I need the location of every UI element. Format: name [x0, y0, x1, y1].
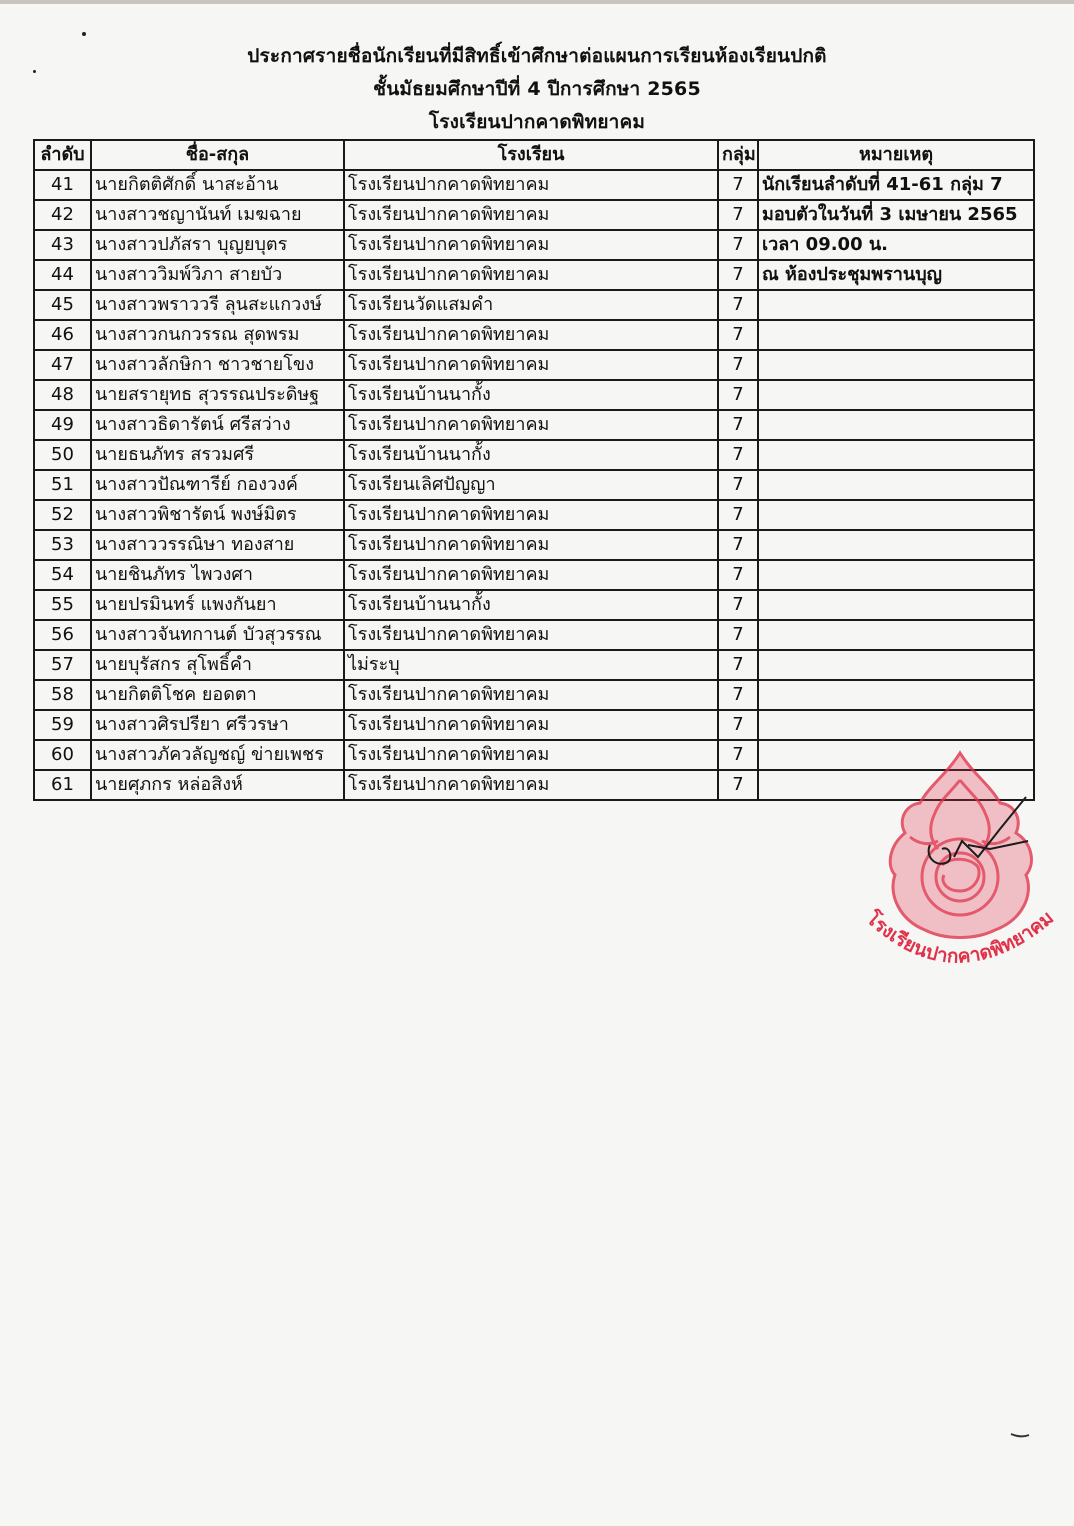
- row-number: 44: [34, 260, 91, 290]
- column-header-school: โรงเรียน: [344, 140, 718, 170]
- row-school: โรงเรียนบ้านนากั้ง: [344, 590, 718, 620]
- row-group: 7: [718, 500, 758, 530]
- row-group: 7: [718, 320, 758, 350]
- table-row: [34, 440, 1034, 470]
- announcement-school: โรงเรียนปากคาดพิทยาคม: [428, 111, 646, 133]
- row-student-name: นายบุรัสกร สุโพธิ์คำ: [91, 650, 344, 680]
- row-student-name: นางสาวภัควลัญชญ์ ข่ายเพชร: [91, 740, 344, 770]
- row-note: [758, 530, 1034, 560]
- row-number: 57: [34, 650, 91, 680]
- row-group: 7: [718, 440, 758, 470]
- row-student-name: นางสาวพราววรี ลุนสะแกวงษ์: [91, 290, 344, 320]
- row-number: 61: [34, 770, 91, 800]
- table-row: [34, 650, 1034, 680]
- row-school: โรงเรียนปากคาดพิทยาคม: [344, 680, 718, 710]
- row-student-name: นายศุภกร หล่อสิงห์: [91, 770, 344, 800]
- row-number: 46: [34, 320, 91, 350]
- row-group: 7: [718, 380, 758, 410]
- row-number: 54: [34, 560, 91, 590]
- announcement-grade-year: ชั้นมัธยมศึกษาปีที่ 4 ปีการศึกษา 2565: [373, 78, 701, 100]
- row-school: โรงเรียนปากคาดพิทยาคม: [344, 560, 718, 590]
- column-header-name: ชื่อ-สกุล: [91, 140, 344, 170]
- row-student-name: นางสาวลักษิกา ชาวชายโขง: [91, 350, 344, 380]
- row-number: 58: [34, 680, 91, 710]
- stamp-school-name: โรงเรียนปากคาดพิทยาคม: [861, 906, 1058, 968]
- row-school: โรงเรียนปากคาดพิทยาคม: [344, 260, 718, 290]
- row-number: 52: [34, 500, 91, 530]
- row-note: [758, 560, 1034, 590]
- row-note: นักเรียนลำดับที่ 41-61 กลุ่ม 7: [758, 170, 1034, 200]
- table-row: [34, 680, 1034, 710]
- table-row: [34, 230, 1034, 260]
- row-number: 48: [34, 380, 91, 410]
- table-row: [34, 620, 1034, 650]
- row-number: 59: [34, 710, 91, 740]
- table-row: [34, 530, 1034, 560]
- row-note: [758, 440, 1034, 470]
- row-student-name: นางสาวชญานันท์ เมฆฉาย: [91, 200, 344, 230]
- row-school: โรงเรียนปากคาดพิทยาคม: [344, 320, 718, 350]
- row-note: [758, 290, 1034, 320]
- row-school: โรงเรียนปากคาดพิทยาคม: [344, 620, 718, 650]
- row-school: ไม่ระบุ: [344, 650, 718, 680]
- row-group: 7: [718, 200, 758, 230]
- row-group: 7: [718, 260, 758, 290]
- row-student-name: นางสาววรรณิษา ทองสาย: [91, 530, 344, 560]
- row-student-name: นางสาวธิดารัตน์ ศรีสว่าง: [91, 410, 344, 440]
- row-group: 7: [718, 230, 758, 260]
- row-note: [758, 410, 1034, 440]
- student-list-table: [33, 139, 1035, 801]
- row-school: โรงเรียนวัดแสมคำ: [344, 290, 718, 320]
- school-seal-stamp: [850, 745, 1070, 995]
- row-student-name: นางสาวพิชารัตน์ พงษ์มิตร: [91, 500, 344, 530]
- row-student-name: นายกิตติโชค ยอดตา: [91, 680, 344, 710]
- row-school: โรงเรียนบ้านนากั้ง: [344, 440, 718, 470]
- row-student-name: นางสาวศิรปรียา ศรีวรษา: [91, 710, 344, 740]
- table-row: [34, 500, 1034, 530]
- row-note: [758, 470, 1034, 500]
- row-number: 55: [34, 590, 91, 620]
- row-number: 56: [34, 620, 91, 650]
- table-row: [34, 590, 1034, 620]
- row-group: 7: [718, 530, 758, 560]
- row-note: [758, 380, 1034, 410]
- row-school: โรงเรียนปากคาดพิทยาคม: [344, 710, 718, 740]
- row-school: โรงเรียนปากคาดพิทยาคม: [344, 350, 718, 380]
- scan-mark: [1010, 1432, 1030, 1438]
- row-note: [758, 590, 1034, 620]
- row-group: 7: [718, 710, 758, 740]
- row-note: [758, 500, 1034, 530]
- row-group: 7: [718, 170, 758, 200]
- row-student-name: นายปรมินทร์ แพงกันยา: [91, 590, 344, 620]
- row-note: [758, 680, 1034, 710]
- row-group: 7: [718, 740, 758, 770]
- row-number: 53: [34, 530, 91, 560]
- row-note: [758, 320, 1034, 350]
- row-group: 7: [718, 770, 758, 800]
- table-row: [34, 200, 1034, 230]
- table-row: [34, 380, 1034, 410]
- row-group: 7: [718, 410, 758, 440]
- row-note: มอบตัวในวันที่ 3 เมษายน 2565: [758, 200, 1034, 230]
- row-group: 7: [718, 620, 758, 650]
- row-note: [758, 650, 1034, 680]
- row-school: โรงเรียนปากคาดพิทยาคม: [344, 230, 718, 260]
- row-group: 7: [718, 470, 758, 500]
- row-group: 7: [718, 560, 758, 590]
- row-note: [758, 350, 1034, 380]
- row-student-name: นายกิตติศักดิ์ นาสะอ้าน: [91, 170, 344, 200]
- table-row: [34, 290, 1034, 320]
- row-note: เวลา 09.00 น.: [758, 230, 1034, 260]
- row-group: 7: [718, 650, 758, 680]
- row-note: ณ ห้องประชุมพรานบุญ: [758, 260, 1034, 290]
- row-number: 50: [34, 440, 91, 470]
- row-student-name: นายชินภัทร ไพวงศา: [91, 560, 344, 590]
- row-school: โรงเรียนปากคาดพิทยาคม: [344, 530, 718, 560]
- row-student-name: นางสาวจันทกานต์ บัวสุวรรณ: [91, 620, 344, 650]
- row-number: 49: [34, 410, 91, 440]
- table-row: [34, 260, 1034, 290]
- table-row: [34, 320, 1034, 350]
- row-number: 51: [34, 470, 91, 500]
- row-number: 41: [34, 170, 91, 200]
- row-note: [758, 710, 1034, 740]
- table-row: [34, 710, 1034, 740]
- announcement-header: [0, 40, 1074, 139]
- table-row: [34, 470, 1034, 500]
- row-group: 7: [718, 350, 758, 380]
- row-student-name: นายสรายุทธ สุวรรณประดิษฐ: [91, 380, 344, 410]
- announcement-title: ประกาศรายชื่อนักเรียนที่มีสิทธิ์เข้าศึกษาต่อแผนการเรียนห้องเรียนปกติ: [247, 45, 827, 67]
- row-number: 47: [34, 350, 91, 380]
- row-number: 60: [34, 740, 91, 770]
- row-school: โรงเรียนปากคาดพิทยาคม: [344, 500, 718, 530]
- table-row: [34, 170, 1034, 200]
- table-header-row: [34, 140, 1034, 170]
- row-group: 7: [718, 680, 758, 710]
- row-school: โรงเรียนเลิศปัญญา: [344, 470, 718, 500]
- row-number: 42: [34, 200, 91, 230]
- row-student-name: นางสาววิมพ์วิภา สายบัว: [91, 260, 344, 290]
- column-header-no: ลำดับ: [34, 140, 91, 170]
- row-school: โรงเรียนปากคาดพิทยาคม: [344, 200, 718, 230]
- row-student-name: นางสาวปภัสรา บุญยบุตร: [91, 230, 344, 260]
- row-student-name: นางสาวกนกวรรณ สุดพรม: [91, 320, 344, 350]
- column-header-note: หมายเหตุ: [758, 140, 1034, 170]
- row-group: 7: [718, 290, 758, 320]
- row-school: โรงเรียนปากคาดพิทยาคม: [344, 170, 718, 200]
- table-row: [34, 410, 1034, 440]
- row-school: โรงเรียนปากคาดพิทยาคม: [344, 410, 718, 440]
- row-group: 7: [718, 590, 758, 620]
- row-student-name: นางสาวปัณฑารีย์ กองวงค์: [91, 470, 344, 500]
- table-row: [34, 350, 1034, 380]
- row-note: [758, 620, 1034, 650]
- column-header-group: กลุ่ม: [718, 140, 758, 170]
- row-school: โรงเรียนปากคาดพิทยาคม: [344, 770, 718, 800]
- row-school: โรงเรียนปากคาดพิทยาคม: [344, 740, 718, 770]
- row-number: 45: [34, 290, 91, 320]
- scan-speck: [82, 32, 86, 36]
- row-student-name: นายธนภัทร สรวมศรี: [91, 440, 344, 470]
- page-edge: [0, 0, 1074, 4]
- row-school: โรงเรียนบ้านนากั้ง: [344, 380, 718, 410]
- table-row: [34, 560, 1034, 590]
- row-number: 43: [34, 230, 91, 260]
